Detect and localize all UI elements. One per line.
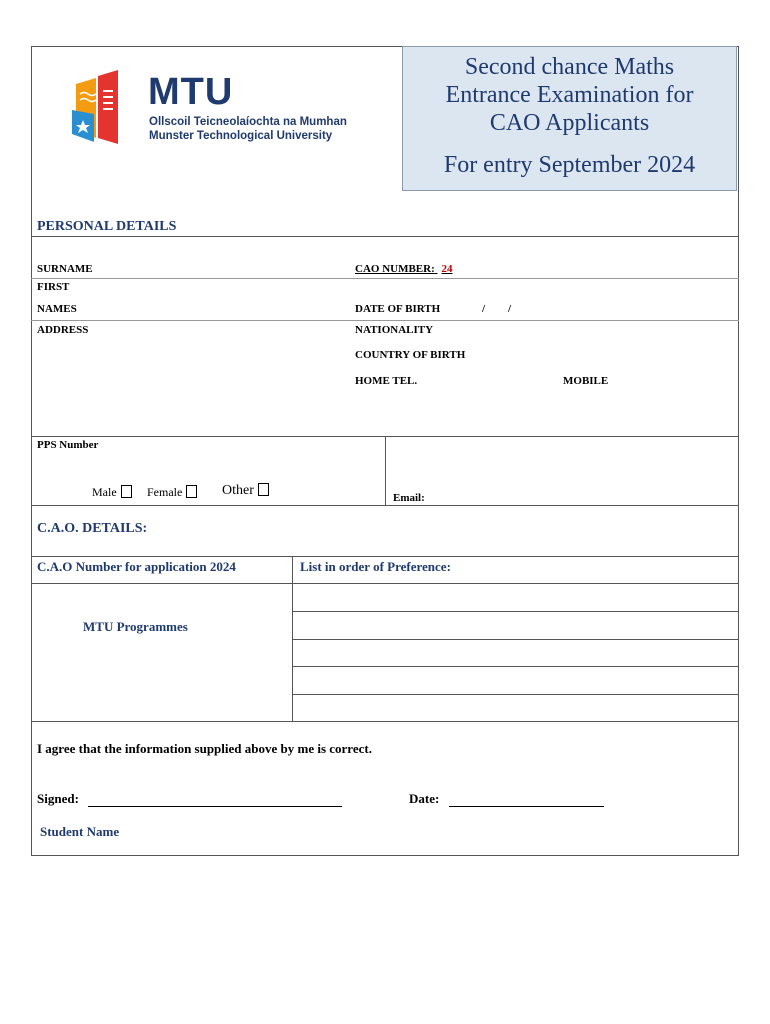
country-of-birth-label: COUNTRY OF BIRTH (355, 349, 466, 361)
address-label: ADDRESS (37, 324, 89, 336)
agreement-text: I agree that the information supplied above by me is correct. (37, 741, 372, 756)
pps-label: PPS Number (37, 439, 99, 451)
signed-field[interactable] (37, 791, 342, 807)
gender-male-label: Male (92, 485, 117, 499)
divider-gender (31, 505, 739, 506)
gender-female-label: Female (147, 485, 183, 499)
preference-label: List in order of Preference: (300, 559, 451, 574)
nationality-label: NATIONALITY (355, 324, 434, 336)
divider-personal (31, 236, 739, 237)
preference-row-3[interactable] (293, 640, 738, 667)
dob-separator-1: / (482, 303, 486, 315)
cao-number-field[interactable] (355, 263, 453, 275)
cao-details-heading: C.A.O. DETAILS: (37, 521, 148, 536)
preference-row-1[interactable] (293, 584, 738, 612)
outer-border-bottom (31, 855, 739, 856)
gender-other-label: Other (222, 483, 254, 498)
cao-number-label: CAO NUMBER: (355, 263, 435, 275)
cao-number-value: 24 (441, 263, 453, 275)
student-name-label: Student Name (40, 824, 120, 839)
divider-surname (31, 278, 739, 279)
title-line-3: CAO Applicants (489, 110, 650, 136)
signature-line[interactable] (88, 806, 342, 807)
dob-separator-2: / (508, 303, 512, 315)
date-field[interactable] (409, 791, 604, 807)
preference-row-2[interactable] (293, 612, 738, 640)
outer-border-left (31, 46, 32, 856)
date-label: Date: (409, 791, 440, 806)
preference-row-4[interactable] (293, 667, 738, 695)
signed-label: Signed: (37, 791, 79, 806)
male-checkbox[interactable] (121, 485, 132, 498)
title-line-2: Entrance Examination for (445, 82, 694, 108)
entry-date: For entry September 2024 (443, 152, 696, 178)
names-label: NAMES (37, 303, 77, 315)
female-checkbox[interactable] (186, 485, 197, 498)
preference-row-5[interactable] (293, 695, 738, 721)
dob-label: DATE OF BIRTH (355, 303, 441, 315)
divider-cao-bottom (31, 721, 739, 722)
logo-brand: MTU (148, 71, 234, 113)
first-label: FIRST (37, 281, 70, 293)
divider-pps-email (385, 436, 386, 506)
email-label: Email: (393, 492, 425, 504)
divider-cao-heading (31, 556, 739, 557)
outer-border-right (738, 46, 739, 856)
mobile-label: MOBILE (563, 375, 609, 387)
gender-other-option[interactable] (222, 483, 269, 499)
personal-details-heading: PERSONAL DETAILS (37, 219, 177, 234)
gender-female-option[interactable] (147, 485, 197, 500)
mtu-logo (72, 70, 347, 150)
other-checkbox[interactable] (258, 483, 269, 496)
surname-label: SURNAME (37, 263, 93, 275)
logo-line-1: Ollscoil Teicneolaíochta na Mumhan (149, 116, 347, 128)
home-tel-label: HOME TEL. (355, 375, 418, 387)
cao-number-application-label: C.A.O Number for application 2024 (37, 559, 236, 574)
title-box (402, 46, 737, 191)
date-line[interactable] (449, 806, 604, 807)
logo-line-2: Munster Technological University (149, 130, 333, 142)
divider-names (31, 320, 739, 321)
mtu-crest-icon (72, 70, 142, 144)
mtu-programmes-label: MTU Programmes (83, 619, 188, 634)
gender-male-option[interactable] (92, 485, 132, 500)
title-line-1: Second chance Maths (464, 54, 675, 80)
